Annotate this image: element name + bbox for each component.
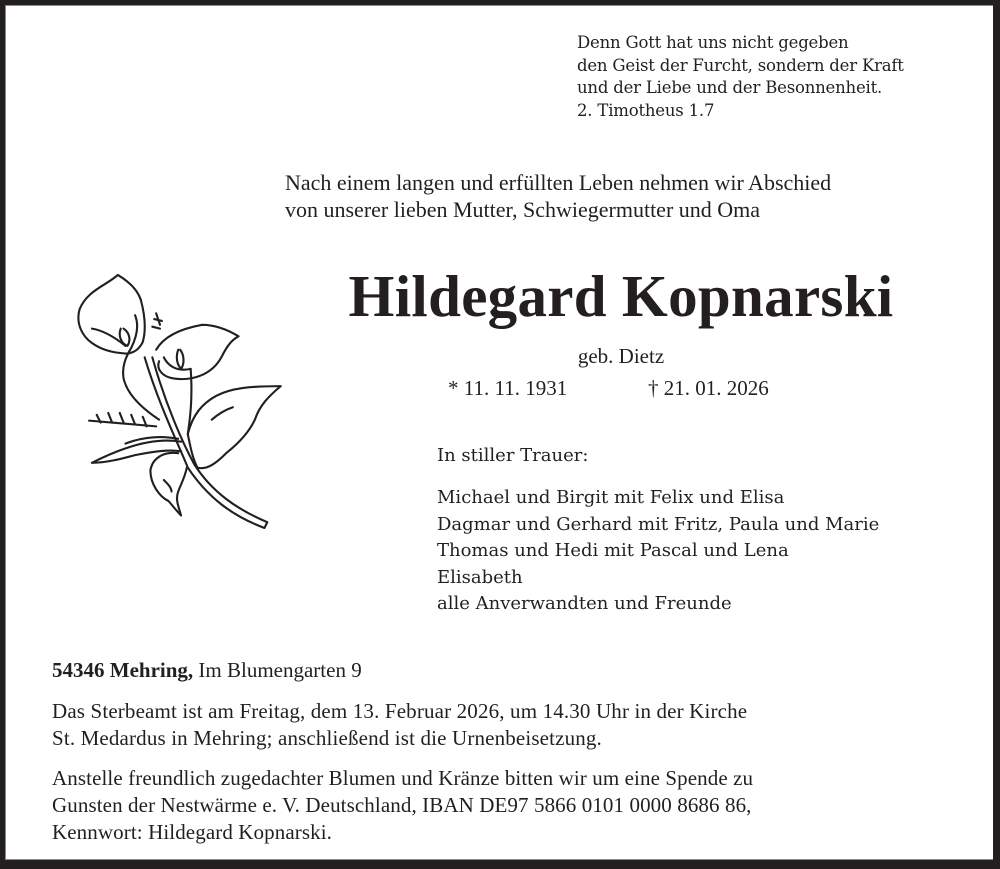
bible-verse: [577, 32, 904, 122]
donation-info: [52, 765, 753, 846]
deceased-name: Hildegard Kopnarski: [348, 263, 894, 329]
obituary-notice: [5, 5, 993, 860]
intro-line: von unserer lieben Mutter, Schwiegermutter und Oma: [285, 196, 761, 222]
intro-line: Nach einem langen und erfüllten Leben nehmen wir Abschied: [285, 170, 832, 195]
service-info: [52, 698, 747, 752]
birth-date: * 11. 11. 1931: [448, 376, 568, 400]
verse-line: und der Liebe und der Besonnenheit.: [577, 78, 883, 97]
service-line: Das Sterbeamt ist am Freitag, dem 13. Februar 2026, um 14.30 Uhr in der Kirche: [52, 699, 748, 723]
mourner-line: alle Anverwandten und Freunde: [437, 593, 732, 614]
death-date: † 21. 01. 2026: [648, 376, 769, 400]
intro-text: [285, 170, 831, 223]
mourners-label: In stiller Trauer:: [437, 445, 589, 466]
address: [52, 656, 362, 684]
mourners-list: [437, 485, 879, 618]
donation-line: Anstelle freundlich zugedachter Blumen und Kränze bitten wir um eine Spende zu: [52, 766, 754, 790]
mourner-line: Thomas und Hedi mit Pascal und Lena: [437, 540, 789, 561]
mourner-line: Elisabeth: [437, 566, 523, 588]
maiden-name: geb. Dietz: [577, 344, 665, 368]
verse-line: den Geist der Furcht, sondern der Kraft: [577, 55, 904, 75]
donation-line: Gunsten der Nestwärme e. V. Deutschland, IBAN DE97 5866 0101 0000 8686 86,: [52, 793, 752, 817]
address-city: 54346 Mehring,: [52, 658, 194, 682]
verse-line: Denn Gott hat uns nicht gegeben: [577, 33, 849, 52]
service-line: St. Medardus in Mehring; anschließend ist die Urnenbeisetzung.: [52, 726, 602, 750]
mourner-line: Michael und Birgit mit Felix und Elisa: [437, 487, 785, 508]
verse-reference: 2. Timotheus 1.7: [577, 100, 715, 120]
calla-lily-icon: [68, 258, 298, 543]
address-street: Im Blumengarten 9: [193, 658, 362, 682]
donation-line: Kennwort: Hildegard Kopnarski.: [52, 820, 333, 844]
mourner-line: Dagmar und Gerhard mit Fritz, Paula und Marie: [437, 513, 880, 535]
